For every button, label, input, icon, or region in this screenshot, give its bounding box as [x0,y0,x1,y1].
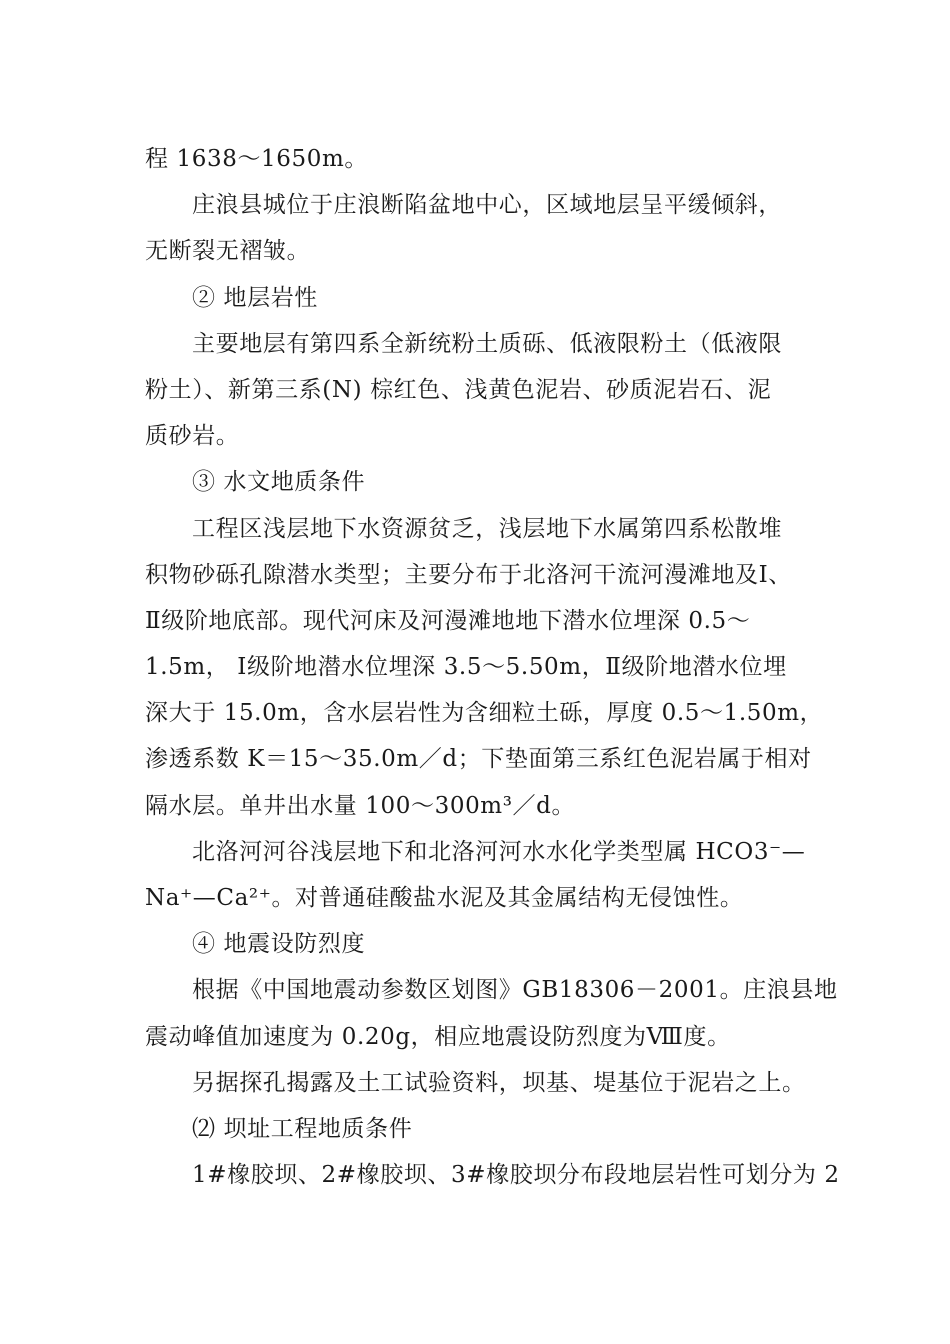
text-line: 1.5m， Ⅰ级阶地潜水位埋深 3.5～5.50m，Ⅱ级阶地潜水位埋 [145,654,787,681]
text-line: 震动峰值加速度为 0.20g，相应地震设防烈度为Ⅷ度。 [145,1023,731,1050]
document-body [145,136,840,1198]
text-line: 渗透系数 K＝15～35.0m／d；下垫面第三系红色泥岩属于相对 [145,746,812,773]
text-line: Ⅱ级阶地底部。现代河床及河漫滩地地下潜水位埋深 0.5～ [145,607,751,634]
text-line: Na⁺—Ca²⁺。对普通硅酸盐水泥及其金属结构无侵蚀性。 [145,885,744,911]
section-heading: ⑵ 坝址工程地质条件 [192,1115,413,1142]
text-line: 庄浪县城位于庄浪断陷盆地中心，区域地层呈平缓倾斜， [192,192,782,219]
text-line: 北洛河河谷浅层地下和北洛河河水水化学类型属 HCO3⁻— [192,838,806,865]
section-heading: ③ 水文地质条件 [192,469,366,496]
text-line: 积物砂砾孔隙潜水类型；主要分布于北洛河干流河漫滩地及Ⅰ、 [145,561,792,588]
text-line: 无断裂无褶皱。 [145,238,311,265]
text-line: 根据《中国地震动参数区划图》GB18306－2001。庄浪县地 [192,977,838,1004]
text-line: 工程区浅层地下水资源贫乏，浅层地下水属第四系松散堆 [192,515,782,542]
text-line: 主要地层有第四系全新统粉土质砾、低液限粉土（低液限 [192,330,782,357]
text-line: 深大于 15.0m，含水层岩性为含细粒土砾，厚度 0.5～1.50m， [145,700,824,727]
text-line: 粉土）、新第三系(N) 棕红色、浅黄色泥岩、砂质泥岩石、泥 [145,376,772,403]
section-heading: ② 地层岩性 [192,284,318,311]
text-line: 程 1638～1650m。 [145,146,368,172]
text-line: 质砂岩。 [145,423,240,450]
text-line: 另据探孔揭露及土工试验资料，坝基、堤基位于泥岩之上。 [192,1069,806,1096]
text-line: 1#橡胶坝、2#橡胶坝、3#橡胶坝分布段地层岩性可划分为 2 [192,1162,840,1189]
section-heading: ④ 地震设防烈度 [192,931,366,958]
text-line: 隔水层。单井出水量 100～300m³／d。 [145,792,576,819]
